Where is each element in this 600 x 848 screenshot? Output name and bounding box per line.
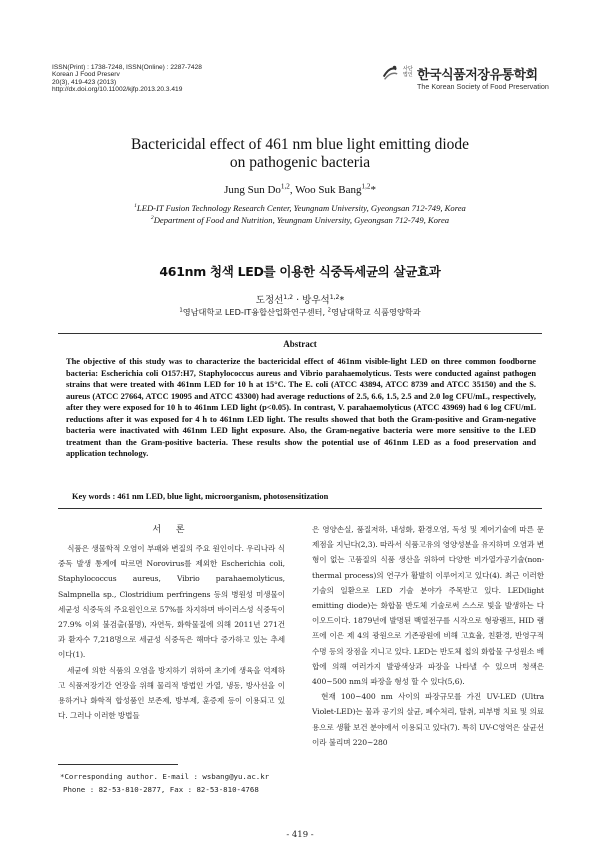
- author-separator: ·: [293, 295, 303, 306]
- society-type-label: 사단법인: [403, 66, 413, 78]
- affil-text: 영남대학교 식품영양학과: [331, 307, 421, 317]
- abstract-bottom-rule: [58, 508, 542, 509]
- paragraph: 현재 100~400 nm 사이의 파장규모를 가진 UV-LED (Ultra Violet-LED)는 물과 공기의 살균, 폐수처리, 탈취, 피부병 치료 및 의료용으로 생활 보건 분야에서 이용되고 있다(7). 특히 UV-C영역은 살균선이라 불리며 220~280: [312, 692, 544, 747]
- title-line: Bactericidal effect of 461 nm blue light emitting diode: [130, 136, 470, 153]
- footnote-phone-line: Phone : 82-53-810-2877, Fax : 82-53-810-4768: [63, 784, 259, 794]
- society-logo: [375, 62, 555, 96]
- abstract-body: The objective of this study was to characterize the bactericidal effect of 461nm visible-light LED on three common foodborne bacteria: Escherichia coli O157:H7, Staphylococcus aureus and Vibrio parahaemolyticus. Tests were conducted against pathogen strains that were treated with 461nm LED for 10 h at 15°C. The E. coli (ATCC 43894, ATCC 8739 and ATCC 35150) and the S. aureus (ATCC 27664, ATCC 19095 and ATCC 43300) had average reductions of 2.5, 6.6, 1.5, 2.5 and 2.0 log CFU/mL, respectively, after they were exposed for 10 h to 461nm LED light (p<0.05). In contrast, V. parahaemolyticus (ATCC 43969) had 6 log CFU/mL reductions after it was exposed for 4 h to 461nm LED light. The results showed that both the Gram-positive and Gram-negative bacteria were inactivated with 461nm LED light exposure. Also, the Gram-negative bacteria were more sensitive to the LED treatment than the Gram-positive bacteria. These results show the potential use of 461nm LED as a food preservation and application technology.: [66, 357, 536, 459]
- footnote-email-line: *Corresponding author. E-mail : wsbang@yu.ac.kr: [60, 772, 270, 781]
- affil-sup: 1: [134, 203, 137, 210]
- society-name-korean: 한국식품저장유통학회: [417, 68, 538, 83]
- korean-title: 461nm 청색 LED를 이용한 식중독세균의 살균효과: [159, 264, 441, 279]
- society-name-english: The Korean Society of Food Preservation: [417, 82, 549, 91]
- keywords: [72, 492, 532, 501]
- journal-info: [52, 64, 202, 94]
- paper-title: [60, 136, 540, 172]
- author-affil-sup: 1,2: [283, 293, 294, 301]
- corresponding-footnote: [60, 771, 300, 796]
- title-line: on pathogenic bacteria: [229, 154, 371, 171]
- author-affil-sup: 1,2: [280, 182, 290, 191]
- section-heading-introduction: 서 론: [152, 525, 191, 535]
- paragraph: 은 영양손실, 품질저하, 내성화, 환경오염, 독성 및 제어기술에 따른 문제점을 지닌다(2,3). 따라서 식품고유의 영양성분을 유지하며 오염과 변형이 없는 고품질의 식품 생산을 위하여 다양한 비가열가공기술(non-thermal process)의 연구가 활발히 이루어지고 있다(4). 최근 이러한 기술의 일환으로 LED 기술 분야가 주목받고 있다. LED(light emitting diode)는 화합물 반도체 기술로써 스스로 빛을 발생하는 다이오드이다. 1879년에 발명된 백열전구를 시작으로 형광램프, HID 램프에 이은 제 4의 광원으로 기존광원에 비해 고효율, 친환경, 반영구적 수명 등의 장점을 지니고 있다. LED는 반도체 칩의 화합물 구성원소 배합에 의해 여러가지 발광색상과 파장을 나타낼 수 있으며 청색은 400~500 nm의 파장을 형성 할 수 있다(5,6).: [312, 525, 544, 687]
- affiliation-1: [40, 203, 560, 214]
- author-affil-sup: 1,2: [329, 293, 340, 301]
- korean-author-list: [60, 292, 540, 306]
- author-name: 도정선: [255, 295, 284, 306]
- keywords-text: 461 nm LED, blue light, microorganism, photosensitization: [117, 492, 329, 501]
- author-affil-sup: 1,2: [361, 182, 371, 191]
- right-column: [312, 522, 544, 750]
- corresponding-mark: *: [339, 295, 345, 306]
- author-name: Woo Suk Bang: [295, 184, 362, 196]
- society-emblem-icon: [381, 64, 399, 82]
- author-list: [60, 184, 540, 196]
- affiliation-2: [40, 215, 560, 226]
- affil-text: 영남대학교 LED-IT융합산업화연구센터,: [182, 307, 328, 317]
- korean-affiliations: [60, 307, 540, 318]
- affil-sup: 2: [150, 215, 154, 222]
- corresponding-mark: *: [370, 184, 376, 196]
- affil-sup: 2: [327, 307, 332, 314]
- paragraph: 식품은 생물학적 오염이 부패와 변질의 주요 원인이다. 우리나라 식중독 발생 통계에 따르면 Norovirus를 제외한 Escherichia coli, Staphylococcus aureus, Vibrio parahaemolyticus, Salmpnella sp., Clostridium perfringens 등의 병원성 미생물이 세균성 식중독의 주요원인으로 57%를 차지하며 바이러스성 식중독이 27.9% 이외 불검출(불명), 자연독, 화학물질에 의해 2011년 271건과 환자수 7,218명으로 세균성 식중독은 해마다 증가하고 있는 추세이다(1).: [58, 544, 285, 660]
- paragraph: 세균에 의한 식품의 오염을 방지하기 위하여 초기에 생육을 억제하고 식품저장기간 연장을 위해 물리적 방법인 가열, 냉동, 방사선을 이용하거나 화학적 합성품인 보존제, 방부제, 훈증제 등이 이용되고 있다. 그러나 이러한 방법들: [58, 665, 285, 721]
- journal-abbrev: Korean J Food Preserv: [52, 71, 120, 79]
- author-name: Jung Sun Do: [224, 184, 281, 196]
- author-separator: ,: [289, 184, 296, 196]
- affil-text: LED-IT Fusion Technology Research Center, Yeungnam University, Gyeongsan 712-749, Korea: [136, 203, 466, 213]
- page-number: - 419 -: [286, 830, 314, 840]
- keywords-label: Key words :: [72, 492, 118, 501]
- footnote-rule: [58, 764, 178, 765]
- volume-pages: 20(3), 419-423 (2013): [52, 78, 117, 86]
- left-column: [58, 541, 285, 723]
- issn-line: ISSN(Print) : 1738-7248, ISSN(Online) : 2287-7428: [52, 64, 202, 71]
- abstract-heading: Abstract: [283, 339, 317, 349]
- affil-sup: 1: [179, 307, 183, 314]
- doi-link[interactable]: http://dx.doi.org/10.11002/kjfp.2013.20.3.419: [52, 86, 183, 94]
- abstract-top-rule: [58, 333, 542, 334]
- author-name: 방우석: [302, 295, 330, 306]
- affil-text: Department of Food and Nutrition, Yeungnam University, Gyeongsan 712-749, Korea: [153, 215, 450, 225]
